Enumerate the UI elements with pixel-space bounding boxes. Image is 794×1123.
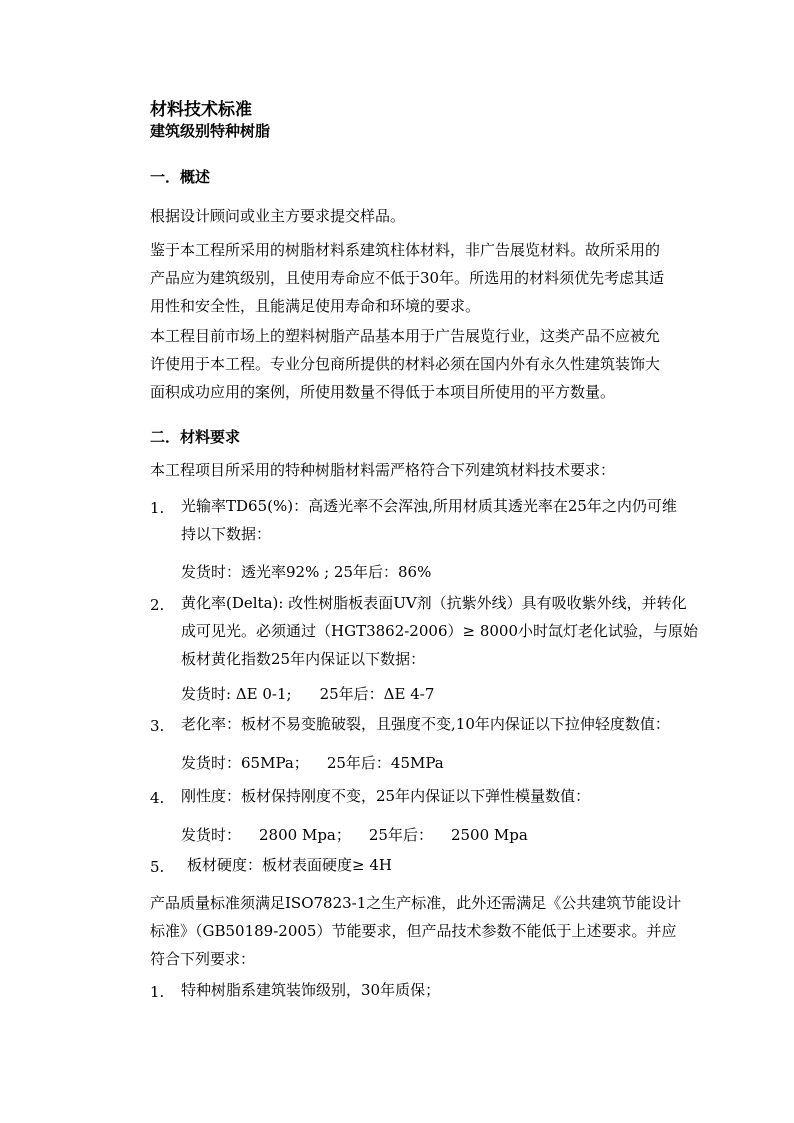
section-heading-requirements: 二．材料要求 (150, 428, 241, 446)
text-line: 本工程目前市场上的塑料树脂产品基本用于广告展览行业，这类产品不应被允 (150, 327, 661, 345)
item-number: 1. (150, 499, 165, 517)
text-line: 产品质量标准须满足ISO7823-1之生产标准，此外还需满足《公共建筑节能设计 (150, 894, 682, 912)
value-at-shipment: 发货时: ΔE 0-1; (181, 685, 292, 703)
text-line: 鉴于本工程所采用的树脂材料系建筑柱体材料，非广告展览材料。故所采用的 (150, 241, 661, 259)
text-line: 标准》（GB50189-2005）节能要求，但产品技术参数不能低于上述要求。并应 (150, 922, 677, 940)
item-values: 发货时：透光率92% ; 25年后：86% (181, 563, 432, 581)
paragraph-market (150, 322, 710, 406)
item-yellowing (181, 589, 711, 673)
item-rigidity (181, 782, 711, 810)
requirement-warranty: 特种树脂系建筑装饰级别，30年质保； (181, 981, 441, 999)
text-line: 用性和安全性，且能满足使用寿命和环境的要求。 (150, 297, 481, 315)
label-at-shipment: 发货时： (181, 826, 242, 844)
paragraph-building-grade (150, 236, 710, 320)
item-number: 3. (150, 717, 165, 735)
paragraph-sample: 根据设计顾问或业主方要求提交样品。 (150, 207, 406, 225)
item-number: 2. (150, 596, 165, 614)
value-after-25-years: 25年后：45MPa (326, 754, 444, 772)
text-line: 符合下列要求： (150, 950, 256, 968)
text-line: 许使用于本工程。专业分包商所提供的材料必须在国内外有永久性建筑装饰大 (150, 355, 661, 373)
item-values (181, 752, 444, 773)
item-values (181, 824, 528, 845)
text-line: 面积成功应用的案例，所使用数量不得低于本项目所使用的平方数量。 (150, 383, 616, 401)
item-number: 1. (150, 983, 165, 1001)
label-after-25-years: 25年后： (368, 826, 433, 844)
value-at-shipment: 2800 Mpa； (259, 826, 351, 844)
text-line: 板材硬度：板材表面硬度≥ 4H (187, 856, 392, 874)
text-line: 板材黄化指数25年内保证以下数据： (181, 650, 426, 668)
item-values (181, 683, 434, 704)
value-at-shipment: 发货时：65MPa； (181, 754, 309, 772)
paragraph-quality-standard (150, 889, 710, 973)
doc-title: 材料技术标准 (150, 100, 252, 120)
doc-subtitle: 建筑级别特种树脂 (150, 122, 271, 140)
text-line: 黄化率(Delta): 改性树脂板表面UV剂（抗紫外线）具有吸收紫外线，并转化 (181, 594, 687, 612)
section-heading-overview: 一．概述 (150, 168, 211, 186)
text-line: 产品应为建筑级别，且使用寿命应不低于30年。所选用的材料须优先考虑其适 (150, 269, 665, 287)
value-after-25-years: 25年后：ΔE 4-7 (319, 685, 435, 703)
text-line: 刚性度：板材保持刚度不变，25年内保证以下弹性模量数值： (181, 787, 591, 805)
paragraph-intro: 本工程项目所采用的特种树脂材料需严格符合下列建筑材料技术要求： (150, 461, 616, 479)
item-light-transmittance (181, 492, 711, 548)
value-after-25-years: 2500 Mpa (450, 826, 528, 844)
item-hardness (187, 851, 717, 879)
text-line: 老化率：板材不易变脆破裂，且强度不变,10年内保证以下拉伸轻度数值： (181, 715, 670, 733)
item-number: 5. (150, 858, 165, 876)
item-number: 4. (150, 789, 165, 807)
text-line: 成可见光。必须通过（HGT3862-2006）≥ 8000小时氙灯老化试验，与原始 (181, 622, 698, 640)
text-line: 持以下数据： (181, 525, 272, 543)
text-line: 光输率TD65(%)：高透光率不会浑浊,所用材质其透光率在25年之内仍可维 (181, 497, 677, 515)
item-aging (181, 710, 711, 738)
